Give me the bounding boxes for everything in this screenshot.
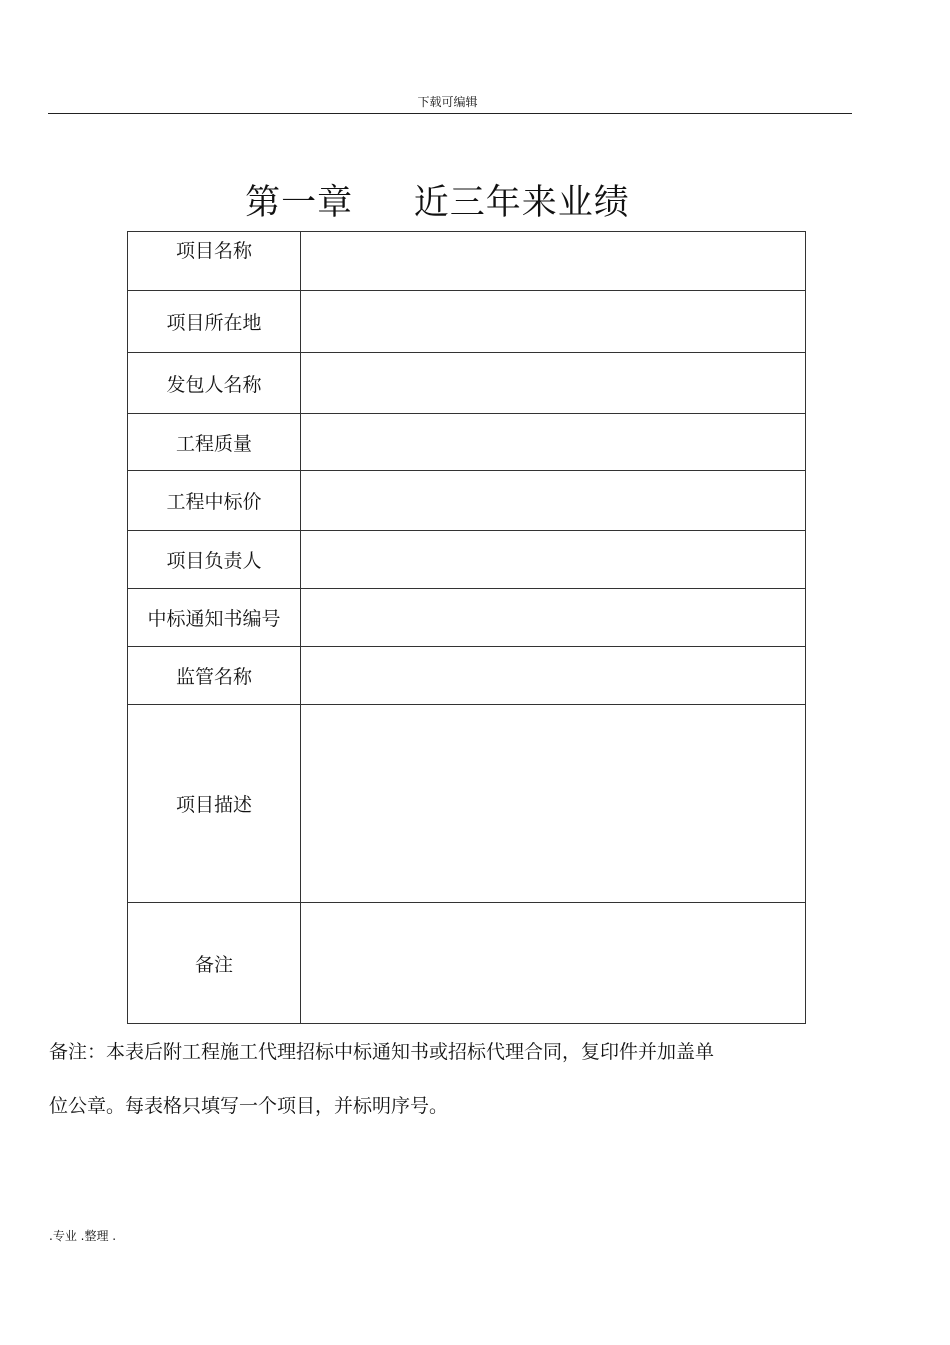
- page-title: 第一章 近三年来业绩: [245, 183, 630, 223]
- label-project-location: 项目所在地: [128, 291, 301, 353]
- table-row: [128, 903, 806, 1024]
- value-project-quality[interactable]: [301, 414, 806, 471]
- value-bid-notice-number[interactable]: [301, 589, 806, 647]
- value-project-manager[interactable]: [301, 531, 806, 589]
- label-project-quality: 工程质量: [128, 414, 301, 471]
- label-remarks: 备注: [128, 903, 301, 1024]
- table-row: [128, 414, 806, 471]
- label-project-manager: 项目负责人: [128, 531, 301, 589]
- page-header-text: 下载可编辑: [417, 95, 478, 109]
- label-employer-name: 发包人名称: [128, 353, 301, 414]
- table-row: [128, 232, 806, 291]
- header-divider: [48, 113, 852, 114]
- value-project-name[interactable]: [301, 232, 806, 291]
- label-supervisor-name: 监管名称: [128, 647, 301, 705]
- label-bid-notice-number: 中标通知书编号: [128, 589, 301, 647]
- table-row: [128, 647, 806, 705]
- table-row: [128, 589, 806, 647]
- note-line-1: 备注：本表后附工程施工代理招标中标通知书或招标代理合同，复印件并加盖单: [49, 1041, 715, 1063]
- project-performance-table: [127, 231, 806, 1024]
- table-row: [128, 705, 806, 903]
- label-project-name: 项目名称: [128, 232, 301, 291]
- note-line-2: 位公章。每表格只填写一个项目，并标明序号。: [49, 1095, 449, 1117]
- value-bid-price[interactable]: [301, 471, 806, 531]
- table-row: [128, 531, 806, 589]
- value-project-description[interactable]: [301, 705, 806, 903]
- value-supervisor-name[interactable]: [301, 647, 806, 705]
- table-row: [128, 291, 806, 353]
- label-bid-price: 工程中标价: [128, 471, 301, 531]
- value-employer-name[interactable]: [301, 353, 806, 414]
- table-row: [128, 353, 806, 414]
- page-footer-text: .专业 .整理 .: [49, 1229, 117, 1243]
- label-project-description: 项目描述: [128, 705, 301, 903]
- value-remarks[interactable]: [301, 903, 806, 1024]
- value-project-location[interactable]: [301, 291, 806, 353]
- table-row: [128, 471, 806, 531]
